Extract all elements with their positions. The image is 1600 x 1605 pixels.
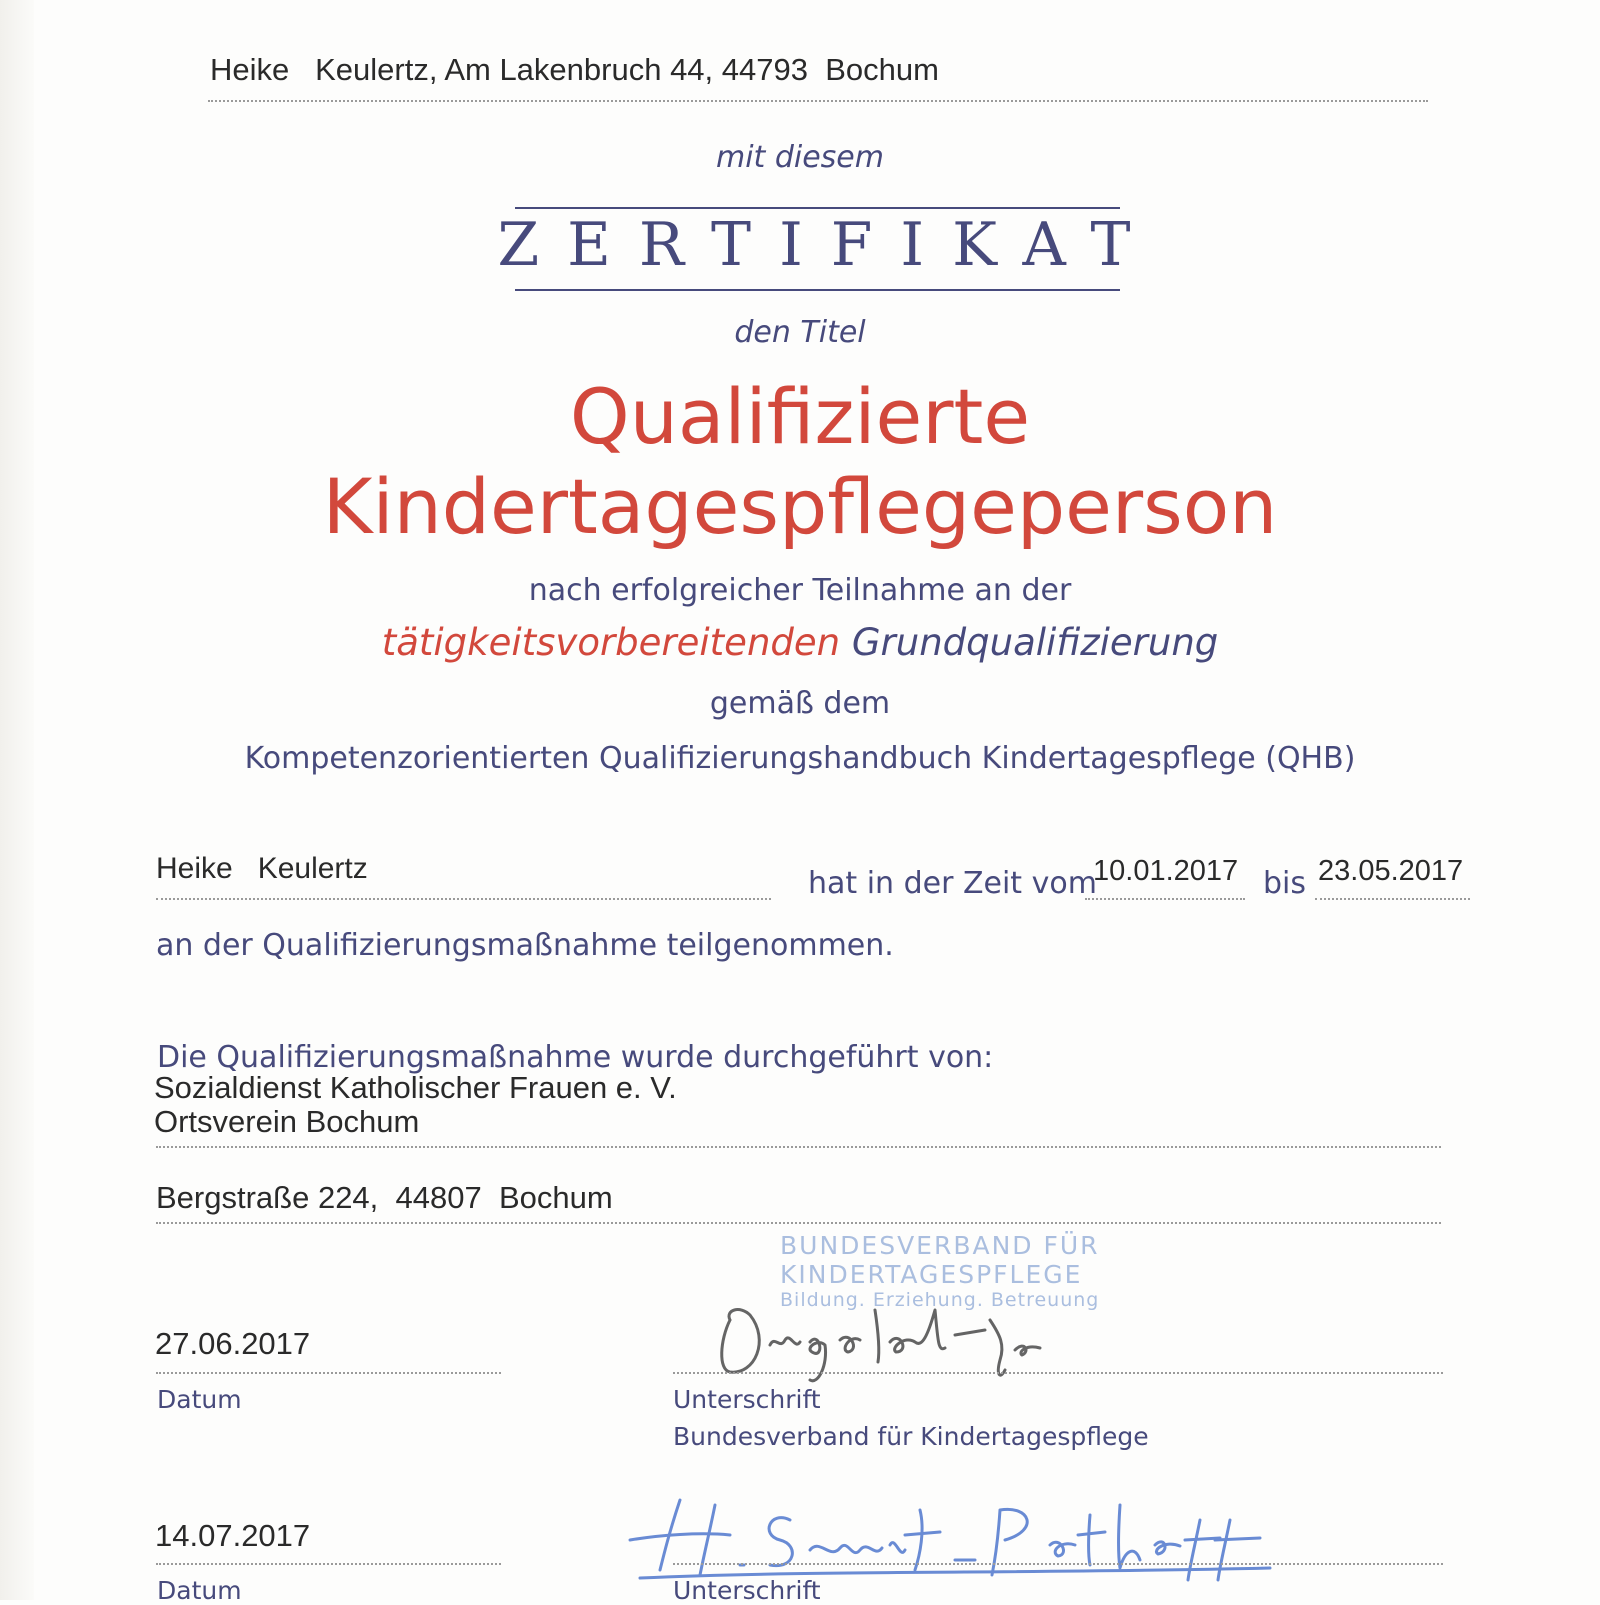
- according-to-text: gemäß dem: [709, 686, 891, 721]
- signature-label-2: Unterschrift: [673, 1576, 821, 1605]
- address-line: [208, 100, 1428, 102]
- organization-address-line: [156, 1222, 1441, 1224]
- title-line-2: Kindertagespflegeperson: [322, 462, 1278, 551]
- date-from-line: [1085, 898, 1245, 900]
- signature-1: [700, 1290, 1080, 1400]
- participated-text: an der Qualifizierungsmaßnahme teilgenommen.: [156, 928, 894, 963]
- handbook-text: Kompetenzorientierten Qualifizierungshandbuch Kindertagespflege (QHB): [244, 741, 1356, 776]
- certificate-heading: ZERTIFIKAT: [497, 210, 1159, 280]
- qualification-navy-part: Grundqualifizierung: [851, 621, 1219, 664]
- date-to-line: [1315, 898, 1470, 900]
- date-label-1: Datum: [157, 1385, 242, 1414]
- name-line: [156, 898, 771, 900]
- intro-text: mit diesem: [715, 140, 884, 175]
- title-intro: den Titel: [734, 315, 866, 350]
- heading-rule-top: [515, 207, 1120, 209]
- date-to: 23.05.2017: [1318, 855, 1464, 887]
- qualification-name: [0, 621, 1600, 664]
- date-label-2: Datum: [157, 1576, 242, 1605]
- signature-2: [620, 1490, 1280, 1590]
- signature-label-1: Unterschrift: [673, 1385, 821, 1414]
- date-line-1: [156, 1372, 501, 1374]
- title-line-1: Qualifizierte: [569, 372, 1031, 461]
- signing-date-1: 27.06.2017: [155, 1326, 311, 1361]
- date-line-2: [156, 1563, 501, 1565]
- organization-name: Sozialdienst Katholischer Frauen e. V.: [154, 1070, 677, 1105]
- after-participation-text: nach erfolgreicher Teilnahme an der: [528, 573, 1072, 608]
- signing-date-2: 14.07.2017: [155, 1518, 311, 1553]
- bis-label: bis: [1263, 866, 1307, 901]
- signature-line-1: [673, 1372, 1443, 1374]
- stamp-line-1: BUNDESVERBAND FÜR: [780, 1231, 1100, 1260]
- participant-name: Heike Keulertz: [156, 852, 368, 885]
- organization-line: [156, 1146, 1441, 1148]
- conducted-by-label: Die Qualifizierungsmaßnahme wurde durchgeführt von:: [157, 1040, 994, 1075]
- period-label: hat in der Zeit vom: [808, 866, 1097, 901]
- date-from: 10.01.2017: [1093, 855, 1239, 887]
- organization-address: Bergstraße 224, 44807 Bochum: [156, 1180, 613, 1215]
- signature-line-2: [673, 1563, 1443, 1565]
- qualification-red-part: tätigkeitsvorbereitenden: [381, 621, 841, 664]
- signing-organization: Bundesverband für Kindertagespflege: [673, 1422, 1149, 1451]
- organization-branch: Ortsverein Bochum: [154, 1104, 420, 1139]
- stamp-line-2: KINDERTAGESPFLEGE: [780, 1259, 1083, 1289]
- recipient-address: Heike Keulertz, Am Lakenbruch 44, 44793 Bochum: [210, 52, 939, 87]
- heading-rule-bottom: [515, 289, 1120, 291]
- stamp-line-3: Bildung. Erziehung. Betreuung: [780, 1288, 1100, 1311]
